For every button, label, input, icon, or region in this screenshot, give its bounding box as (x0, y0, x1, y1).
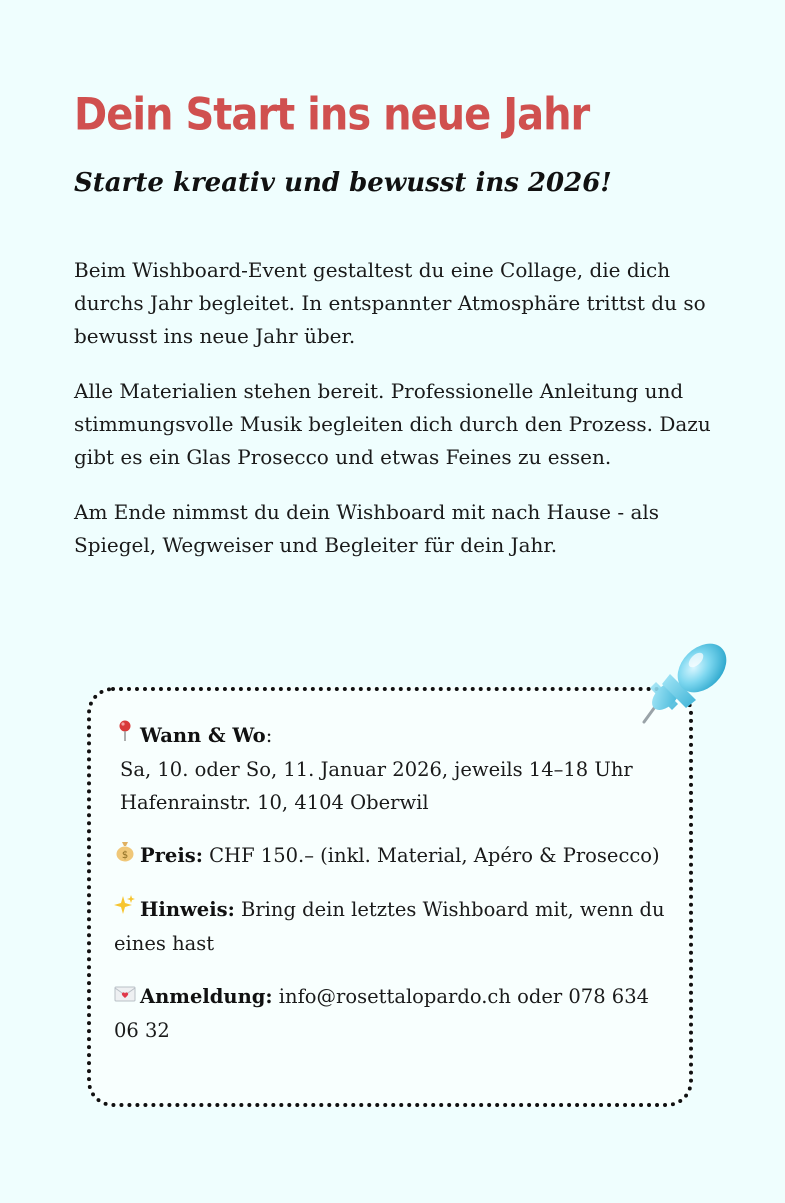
note-section (114, 893, 669, 960)
description-paragraph-3: Am Ende nimmst du dein Wishboard mit nach Hause - als Spiegel, Wegweiser und Begleiter für dein Jahr. (74, 499, 660, 557)
sparkles-icon (114, 894, 136, 927)
note-text: Bring dein letztes Wishboard mit, wenn du eines hast (114, 898, 665, 955)
event-info-box (87, 687, 693, 1107)
price-text: CHF 150.– (inkl. Material, Apéro & Prosecco) (209, 844, 660, 867)
page-title: Dein Start ins neue Jahr (74, 89, 590, 141)
event-content (74, 88, 724, 562)
money-bag-icon (114, 840, 136, 873)
when-where-section (114, 719, 669, 819)
svg-text:$: $ (121, 850, 129, 861)
note-label: Hinweis: (140, 898, 235, 921)
event-address: Hafenrainstr. 10, 4104 Oberwil (120, 791, 429, 814)
love-letter-icon (114, 981, 136, 1014)
round-pushpin-icon (114, 720, 136, 753)
price-section (114, 839, 669, 873)
registration-label: Anmeldung: (140, 985, 273, 1008)
registration-contact[interactable]: info@rosettalopardo.ch oder 078 634 06 32 (114, 985, 650, 1042)
page-subtitle: Starte kreativ und bewusst ins 2026! (74, 168, 612, 198)
description-paragraph-1: Beim Wishboard-Event gestaltest du eine Collage, die dich durchs Jahr begleitet. In entspannter Atmosphäre trittst du so bewusst ins neue Jahr über. (74, 257, 706, 348)
when-where-colon: : (265, 724, 273, 747)
pushpin-icon (630, 630, 740, 730)
event-dates: Sa, 10. oder So, 11. Januar 2026, jeweils 14–18 Uhr (120, 758, 633, 781)
when-where-label: Wann & Wo (140, 724, 266, 747)
description-paragraph-2: Alle Materialien stehen bereit. Professionelle Anleitung und stimmungsvolle Musik begleiten dich durch den Prozess. Dazu gibt es ein Glas Prosecco und etwas Feines zu essen. (74, 378, 711, 469)
price-label: Preis: (140, 844, 203, 867)
registration-section (114, 980, 669, 1047)
